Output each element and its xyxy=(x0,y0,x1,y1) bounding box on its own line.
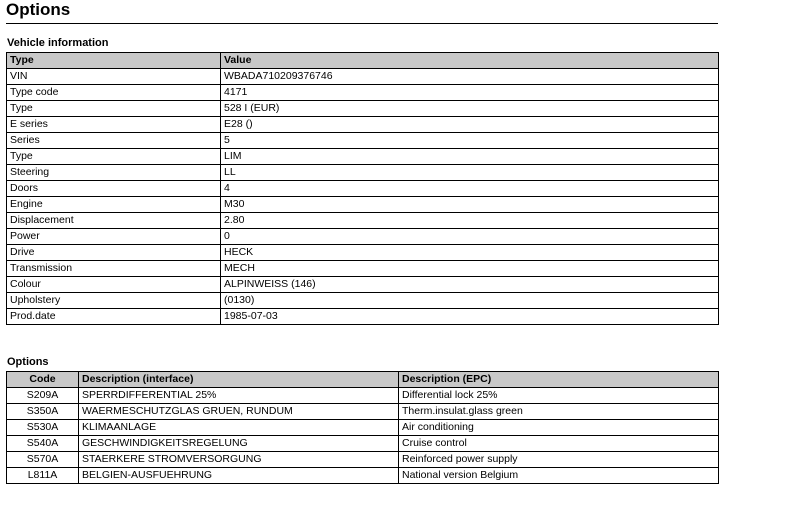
attribute-cell: Prod.date xyxy=(7,309,221,325)
table-row xyxy=(7,245,719,261)
vehicle-info-heading: Vehicle information xyxy=(7,37,109,49)
options-table xyxy=(6,371,719,484)
table-row xyxy=(7,117,719,133)
value-cell: 4171 xyxy=(221,85,719,101)
option-code-cell: S209A xyxy=(7,388,79,404)
value-cell: LIM xyxy=(221,149,719,165)
attribute-cell: Upholstery xyxy=(7,293,221,309)
table-row xyxy=(7,277,719,293)
table-row xyxy=(7,165,719,181)
attribute-cell: Drive xyxy=(7,245,221,261)
title-divider xyxy=(6,23,718,24)
option-code-cell: S350A xyxy=(7,404,79,420)
value-cell: 528 I (EUR) xyxy=(221,101,719,117)
table-row xyxy=(7,149,719,165)
column-header-description-interface: Description (interface) xyxy=(79,372,399,388)
attribute-cell: Type code xyxy=(7,85,221,101)
attribute-cell: Colour xyxy=(7,277,221,293)
page-title: Options xyxy=(6,0,71,19)
description-epc-cell: Cruise control xyxy=(399,436,719,452)
column-header-code: Code xyxy=(7,372,79,388)
option-code-cell: S570A xyxy=(7,452,79,468)
value-cell: 0 xyxy=(221,229,719,245)
table-row xyxy=(7,468,719,484)
table-row xyxy=(7,309,719,325)
value-cell: M30 xyxy=(221,197,719,213)
table-row xyxy=(7,261,719,277)
value-cell: WBADA710209376746 xyxy=(221,69,719,85)
attribute-cell: Power xyxy=(7,229,221,245)
attribute-cell: E series xyxy=(7,117,221,133)
description-epc-cell: Differential lock 25% xyxy=(399,388,719,404)
description-interface-cell: BELGIEN-AUSFUEHRUNG xyxy=(79,468,399,484)
value-cell: 5 xyxy=(221,133,719,149)
attribute-cell: Series xyxy=(7,133,221,149)
table-row xyxy=(7,436,719,452)
table-row xyxy=(7,69,719,85)
attribute-cell: Type xyxy=(7,101,221,117)
attribute-cell: Doors xyxy=(7,181,221,197)
value-cell: MECH xyxy=(221,261,719,277)
table-row xyxy=(7,213,719,229)
value-cell: 2.80 xyxy=(221,213,719,229)
attribute-cell: VIN xyxy=(7,69,221,85)
table-row xyxy=(7,388,719,404)
table-row xyxy=(7,404,719,420)
table-row xyxy=(7,85,719,101)
table-row xyxy=(7,452,719,468)
table-row xyxy=(7,197,719,213)
value-cell: E28 () xyxy=(221,117,719,133)
description-epc-cell: National version Belgium xyxy=(399,468,719,484)
table-row xyxy=(7,133,719,149)
column-header-value: Value xyxy=(221,53,719,69)
description-interface-cell: GESCHWINDIGKEITSREGELUNG xyxy=(79,436,399,452)
attribute-cell: Type xyxy=(7,149,221,165)
value-cell: HECK xyxy=(221,245,719,261)
description-interface-cell: KLIMAANLAGE xyxy=(79,420,399,436)
vehicle-info-header-row xyxy=(7,53,719,69)
description-interface-cell: WAERMESCHUTZGLAS GRUEN, RUNDUM xyxy=(79,404,399,420)
description-epc-cell: Air conditioning xyxy=(399,420,719,436)
attribute-cell: Displacement xyxy=(7,213,221,229)
table-row xyxy=(7,229,719,245)
description-epc-cell: Reinforced power supply xyxy=(399,452,719,468)
attribute-cell: Engine xyxy=(7,197,221,213)
options-header-row xyxy=(7,372,719,388)
value-cell: 1985-07-03 xyxy=(221,309,719,325)
description-interface-cell: SPERRDIFFERENTIAL 25% xyxy=(79,388,399,404)
value-cell: 4 xyxy=(221,181,719,197)
vehicle-info-table xyxy=(6,52,719,325)
attribute-cell: Steering xyxy=(7,165,221,181)
option-code-cell: S540A xyxy=(7,436,79,452)
description-interface-cell: STAERKERE STROMVERSORGUNG xyxy=(79,452,399,468)
value-cell: ALPINWEISS (146) xyxy=(221,277,719,293)
table-row xyxy=(7,293,719,309)
table-row xyxy=(7,101,719,117)
table-row xyxy=(7,181,719,197)
value-cell: LL xyxy=(221,165,719,181)
option-code-cell: S530A xyxy=(7,420,79,436)
value-cell: (0130) xyxy=(221,293,719,309)
attribute-cell: Transmission xyxy=(7,261,221,277)
options-heading: Options xyxy=(7,356,49,368)
option-code-cell: L811A xyxy=(7,468,79,484)
description-epc-cell: Therm.insulat.glass green xyxy=(399,404,719,420)
table-row xyxy=(7,420,719,436)
column-header-description-epc: Description (EPC) xyxy=(399,372,719,388)
column-header-type: Type xyxy=(7,53,221,69)
